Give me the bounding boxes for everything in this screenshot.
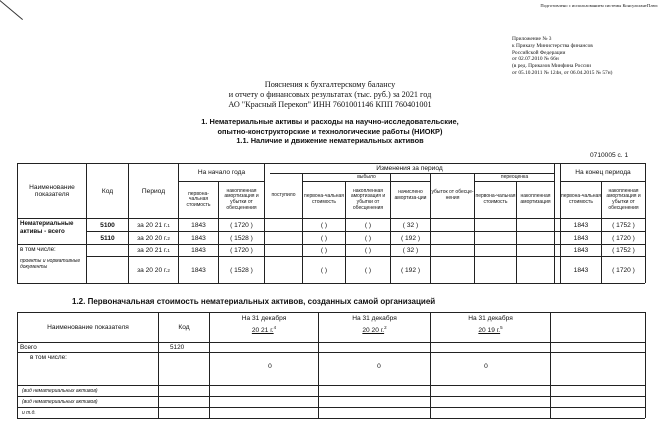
order-line: (в ред. Приказов Минфина России: [512, 63, 592, 70]
cell-end-cost: 1843: [573, 247, 589, 254]
row-label-asset-type: (вид нематериальных активов): [22, 388, 98, 394]
section-line: опытно-конструкторские и технологические работы (НИОКР): [217, 126, 443, 136]
col-header-end-accum: накопленная амортизация и убытки от обесценения: [606, 187, 641, 211]
cell-end-acc: ( 1720 ): [612, 234, 635, 242]
col-header-2021: [210, 314, 318, 335]
col-year-label: 20 19 г.: [478, 327, 501, 335]
col-header-amort: начислено амортиза-ции: [394, 189, 427, 201]
cell-disp-cost: ( ): [320, 266, 328, 274]
row-label-total: Нематериальные активы - всего: [20, 220, 74, 235]
row-label-including: в том числе:: [30, 354, 67, 361]
footnote-mark: 4: [273, 325, 277, 330]
order-line: от 02.07.2010 № 66н: [512, 56, 559, 63]
corner-mark: [0, 0, 23, 20]
col-header-period: Период: [141, 187, 166, 195]
row-label-etc: и т.д.: [22, 410, 36, 416]
order-line: Российской Федерации: [512, 49, 566, 56]
form-code: 0710005 с. 1: [590, 152, 629, 159]
col-header-disposed: выбыло: [357, 174, 376, 180]
row-label-asset-type: (вид нематериальных активов): [22, 399, 98, 405]
row-label-including: в том числе:: [20, 246, 56, 253]
cell-end-cost: 1843: [573, 266, 589, 274]
col-header-disp-cost: первона-чальная стоимость: [303, 193, 344, 205]
col-year-label: 20 20 г.: [362, 327, 385, 335]
cell-code: [87, 245, 128, 256]
cell-code: 5110: [100, 234, 115, 242]
cell-start-acc: ( 1528 ): [230, 266, 253, 274]
cell-end-acc: ( 1752 ): [612, 221, 635, 229]
col-header-end-cost: первона-чальная стоимость: [561, 193, 601, 205]
cell-start-cost: 1843: [191, 247, 206, 254]
col-header-name: Наименование показателя: [47, 324, 129, 331]
row-code: 5120: [170, 344, 185, 351]
col-header-name: Наименование показателя: [29, 184, 75, 198]
title-line: Пояснения к бухгалтерскому балансу: [264, 80, 396, 89]
col-header-impairment: убыток от обесце-нения: [431, 189, 474, 201]
cell-disp-cost: ( ): [320, 234, 328, 242]
cell-disp-cost: ( ): [320, 221, 328, 229]
cell-start-acc: ( 1720 ): [230, 247, 253, 254]
cell-start-cost: 1843: [191, 234, 206, 242]
row-label-total: Всего: [20, 344, 37, 351]
col-header-revaluation: переоценка: [500, 174, 529, 180]
row-label-projects: проекты и нормативные документы: [20, 258, 81, 270]
cell-end-acc: ( 1720 ): [612, 266, 635, 274]
source-note: Подготовлено с использованием системы КонсультантПлюс: [540, 3, 658, 8]
col-header-code: Код: [101, 187, 114, 195]
col-header-disp-accum: накопленная амортизация и убытки от обесценения: [350, 187, 386, 211]
cell-end-acc: ( 1752 ): [612, 247, 635, 254]
col-date-label: На 31 декабря: [352, 315, 397, 322]
value-2020: 0: [377, 363, 381, 370]
title-line: и отчету о финансовых результатах (тыс. руб.) за 2021 год: [228, 90, 432, 99]
cell-amort: ( 32 ): [402, 247, 419, 254]
order-line: от 05.10.2011 № 124н, от 06.04.2015 № 57н): [512, 69, 613, 76]
col-header-received: поступило: [271, 192, 296, 199]
section-1-title: [150, 117, 510, 146]
col-year-label: 20 21 г.: [251, 327, 274, 335]
col-header-start: На начало года: [197, 169, 246, 176]
cell-start-cost: 1843: [191, 221, 206, 229]
col-header-reval-cost: первона-чальная стоимость: [475, 193, 516, 205]
col-header-changes: Изменения за период: [376, 165, 443, 172]
footnote-mark: 2: [384, 325, 387, 330]
col-date-label: На 31 декабря: [468, 315, 513, 322]
cell-start-acc: ( 1720 ): [230, 221, 253, 229]
cell-period: за 20 20 г. 2: [137, 234, 170, 242]
col-header-end: На конец периода: [575, 169, 631, 176]
cell-disp-cost: ( ): [320, 247, 328, 254]
document-title: [180, 80, 480, 110]
order-line: к Приказу Министерства финансов: [512, 42, 593, 49]
cell-code: 5100: [100, 221, 115, 229]
value-2019: 0: [484, 363, 488, 370]
col-header-code: Код: [178, 324, 190, 331]
cell-period: за 20 21 г. 1: [137, 221, 170, 229]
cell-period: за 20 21 г. 1: [137, 247, 170, 254]
col-header-2020: [319, 314, 430, 335]
cell-code: [87, 257, 128, 283]
cell-end-cost: 1843: [573, 221, 589, 229]
section-line: 1.1. Наличие и движение нематериальных активов: [236, 136, 424, 145]
col-header-reval-accum: накопленная амортизация: [520, 193, 551, 205]
cell-disp-acc: ( ): [364, 234, 372, 242]
cell-amort: ( 192 ): [400, 234, 421, 242]
cell-end-cost: 1843: [573, 234, 589, 242]
cell-disp-acc: ( ): [364, 247, 372, 254]
order-reference: [512, 36, 660, 77]
appendix-label: Приложение № 3: [512, 36, 552, 42]
cell-disp-acc: ( ): [364, 266, 372, 274]
col-header-2019: [431, 314, 550, 335]
cell-disp-acc: ( ): [364, 221, 372, 229]
section-12-title: 1.2. Первоначальная стоимость нематериальных активов, созданных самой организацией: [72, 297, 436, 306]
footnote-mark: 5: [500, 325, 503, 330]
cell-period: за 20 20 г. 2: [137, 266, 170, 274]
value-2021: 0: [268, 363, 272, 370]
cell-amort: ( 32 ): [402, 221, 419, 229]
col-date-label: На 31 декабря: [241, 315, 287, 322]
title-line: АО "Красный Перекоп" ИНН 7601001146 КПП 760401001: [228, 100, 432, 109]
section-line: 1. Нематериальные активы и расходы на научно-исследовательские,: [201, 117, 459, 126]
col-header-orig-cost: первона-чальная стоимость: [186, 190, 211, 208]
cell-start-acc: ( 1528 ): [230, 234, 253, 242]
col-header-accum: накопленная амортизация и убытки от обесценения: [224, 187, 259, 211]
cell-amort: ( 192 ): [400, 266, 421, 274]
cell-start-cost: 1843: [191, 266, 206, 274]
